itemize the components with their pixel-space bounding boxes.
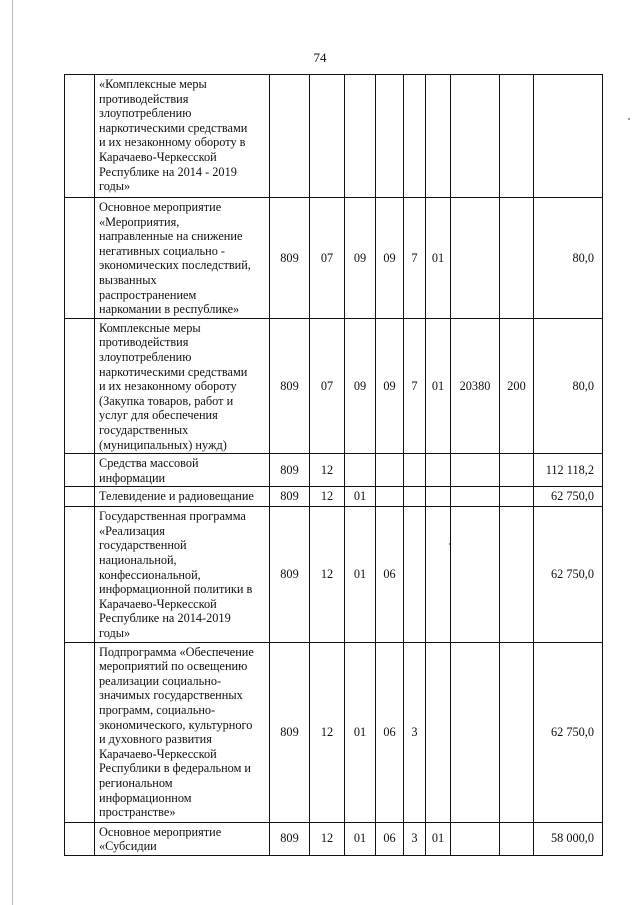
- section-code: 12: [310, 822, 345, 855]
- subprogram-code: [404, 454, 426, 487]
- table-row: [65, 487, 603, 507]
- table-row: [65, 822, 603, 855]
- ministry-code: 809: [270, 507, 310, 642]
- ministry-code: 809: [270, 822, 310, 855]
- activity-code: 01: [426, 822, 451, 855]
- expense-type-code: [500, 487, 534, 507]
- direction-code: [451, 642, 500, 822]
- program-code: [376, 487, 404, 507]
- subsection-code: 01: [345, 487, 376, 507]
- expense-type-code: 200: [500, 318, 534, 453]
- activity-code: [426, 642, 451, 822]
- item-name: Комплексные меры противодействия злоупотреблению наркотическими средствами и их незаконному обороту (Закупка товаров, работ и услуг для обеспечения государственных (муниципальных) нужд): [95, 318, 270, 453]
- row-index-cell: [65, 198, 95, 319]
- amount: [534, 75, 603, 198]
- row-index-cell: [65, 822, 95, 855]
- ministry-code: [270, 75, 310, 198]
- section-code: 12: [310, 642, 345, 822]
- table-row: [65, 507, 603, 642]
- activity-code: [426, 487, 451, 507]
- page-number: 74: [313, 50, 327, 65]
- section-code: 07: [310, 198, 345, 319]
- activity-code: [426, 507, 451, 642]
- row-index-cell: [65, 454, 95, 487]
- item-name: Подпрограмма «Обеспечение мероприятий по освещению реализации социально- значимых государственных программ, социально- экономического, культурного и духовного развития Карачаево-Черкесской Республики в федеральном и региональном информационном пространстве»: [95, 642, 270, 822]
- direction-code: [451, 822, 500, 855]
- ministry-code: 809: [270, 198, 310, 319]
- subsection-code: 01: [345, 642, 376, 822]
- subprogram-code: 3: [404, 642, 426, 822]
- ministry-code: 809: [270, 487, 310, 507]
- subsection-code: 01: [345, 822, 376, 855]
- subsection-code: 09: [345, 198, 376, 319]
- subprogram-code: 7: [404, 198, 426, 319]
- program-code: [376, 75, 404, 198]
- table-row: [65, 75, 603, 198]
- row-index-cell: [65, 507, 95, 642]
- direction-code: 20380: [451, 318, 500, 453]
- program-code: 06: [376, 822, 404, 855]
- activity-code: [426, 454, 451, 487]
- item-name: Основное мероприятие «Мероприятия, направленные на снижение негативных социально - экономических последствий, вызванных распространением наркомании в республике»: [95, 198, 270, 319]
- expense-type-code: [500, 454, 534, 487]
- budget-table: [64, 74, 603, 856]
- program-code: 06: [376, 507, 404, 642]
- item-name: Основное мероприятие «Субсидии: [95, 822, 270, 855]
- program-code: 09: [376, 198, 404, 319]
- scan-edge-mark: [12, 0, 13, 905]
- subsection-code: 01: [345, 507, 376, 642]
- direction-code: [451, 198, 500, 319]
- expense-type-code: [500, 822, 534, 855]
- item-name: Государственная программа «Реализация государственной национальной, конфессиональной, информационной политики в Карачаево-Черкесской Республике на 2014-2019 годы»: [95, 507, 270, 642]
- item-name: Средства массовой информации: [95, 454, 270, 487]
- expense-type-code: [500, 507, 534, 642]
- direction-code: [451, 487, 500, 507]
- table-row: [65, 454, 603, 487]
- subprogram-code: [404, 507, 426, 642]
- section-code: 12: [310, 507, 345, 642]
- subprogram-code: 3: [404, 822, 426, 855]
- program-code: 09: [376, 318, 404, 453]
- scan-speck: [628, 118, 630, 120]
- activity-code: 01: [426, 198, 451, 319]
- subsection-code: [345, 454, 376, 487]
- section-code: 12: [310, 487, 345, 507]
- subprogram-code: [404, 75, 426, 198]
- row-index-cell: [65, 75, 95, 198]
- amount: 80,0: [534, 318, 603, 453]
- ministry-code: 809: [270, 318, 310, 453]
- table-body: [65, 75, 603, 856]
- direction-code: [451, 507, 500, 642]
- amount: 80,0: [534, 198, 603, 319]
- subprogram-code: [404, 487, 426, 507]
- subsection-code: [345, 75, 376, 198]
- amount: 58 000,0: [534, 822, 603, 855]
- table-row: [65, 642, 603, 822]
- program-code: 06: [376, 642, 404, 822]
- direction-code: [451, 454, 500, 487]
- item-name: «Комплексные меры противодействия злоупотреблению наркотическими средствами и их незаконному обороту в Карачаево-Черкесской Республике на 2014 - 2019 годы»: [95, 75, 270, 198]
- section-code: 12: [310, 454, 345, 487]
- expense-type-code: [500, 75, 534, 198]
- item-name: Телевидение и радиовещание: [95, 487, 270, 507]
- program-code: [376, 454, 404, 487]
- section-code: [310, 75, 345, 198]
- row-index-cell: [65, 318, 95, 453]
- row-index-cell: [65, 487, 95, 507]
- section-code: 07: [310, 318, 345, 453]
- activity-code: 01: [426, 318, 451, 453]
- expense-type-code: [500, 642, 534, 822]
- direction-code: [451, 75, 500, 198]
- amount: 112 118,2: [534, 454, 603, 487]
- ministry-code: 809: [270, 454, 310, 487]
- subsection-code: 09: [345, 318, 376, 453]
- ministry-code: 809: [270, 642, 310, 822]
- subprogram-code: 7: [404, 318, 426, 453]
- amount: 62 750,0: [534, 507, 603, 642]
- amount: 62 750,0: [534, 487, 603, 507]
- row-index-cell: [65, 642, 95, 822]
- activity-code: [426, 75, 451, 198]
- expense-type-code: [500, 198, 534, 319]
- amount: 62 750,0: [534, 642, 603, 822]
- table-row: [65, 198, 603, 319]
- table-row: [65, 318, 603, 453]
